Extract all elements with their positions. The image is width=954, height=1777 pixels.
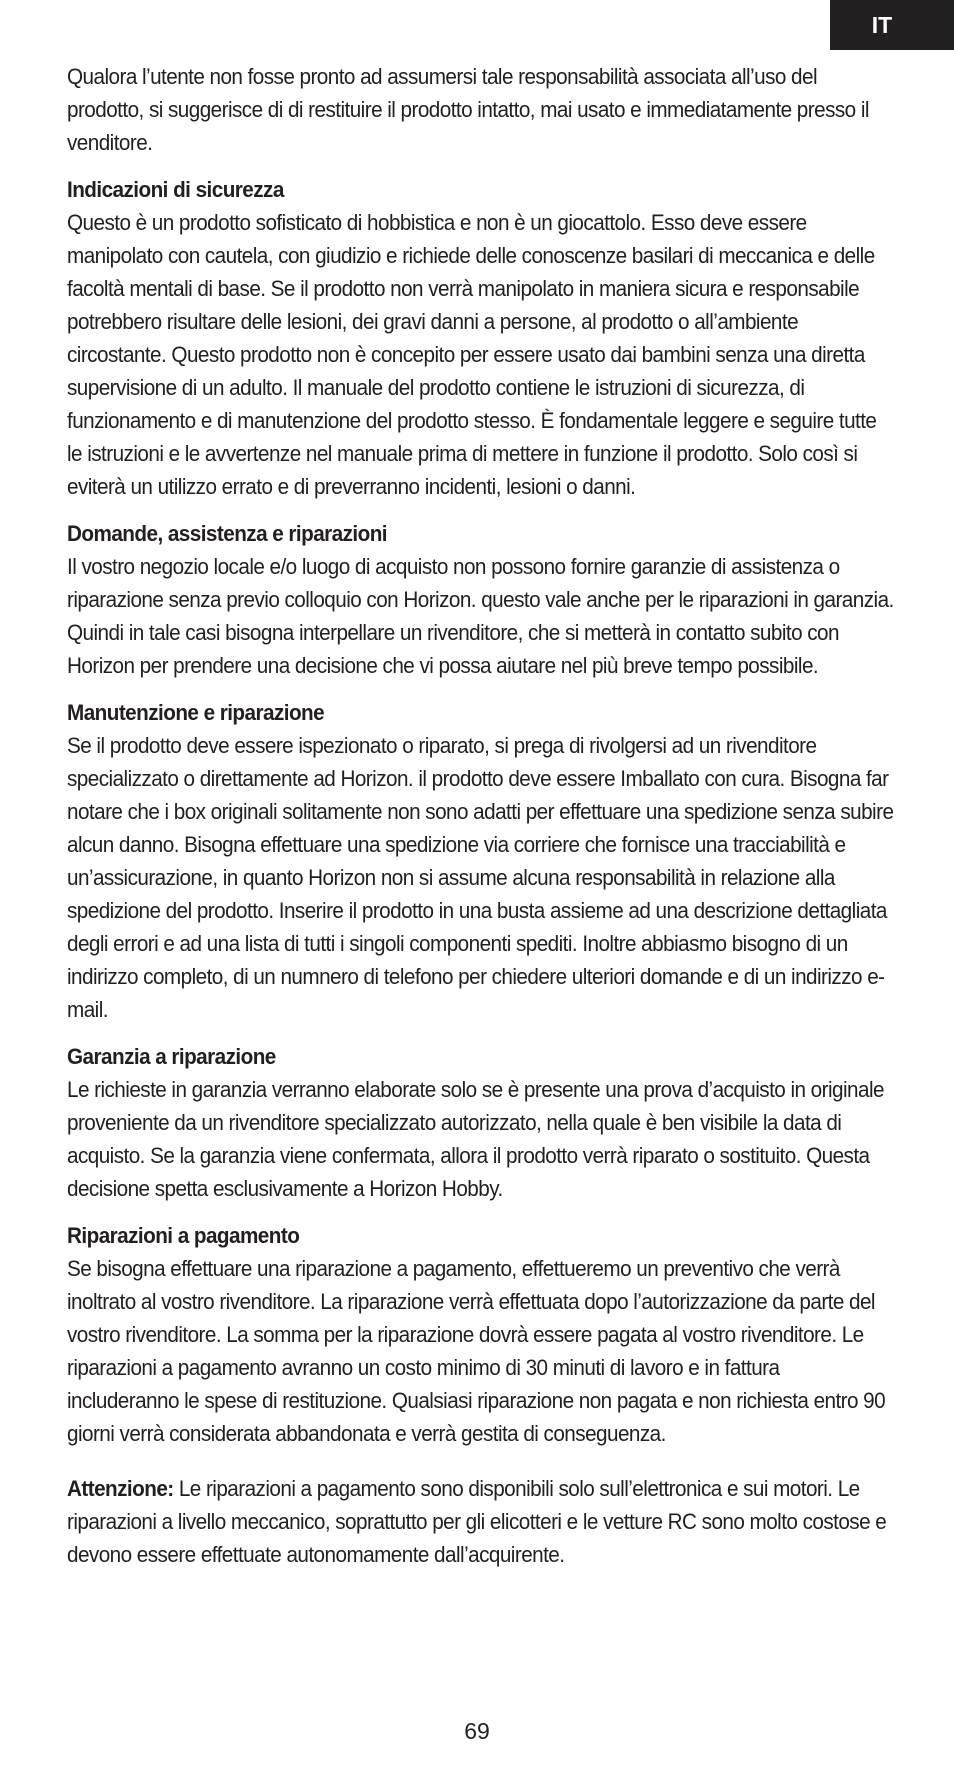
section-body: Le richieste in garanzia verranno elaborate solo se è presente una prova d’acquisto in originale proveniente da un rivenditore specializzato autorizzato, nella quale è ben visibile la data di acquisto. Se la garanzia viene confermata, allora il prodotto verrà riparato o sostituito. Questa decisione spetta esclusivamente a Horizon Hobby. <box>67 1077 884 1201</box>
section-body: Il vostro negozio locale e/o luogo di acquisto non possono fornire garanzie di assistenza o riparazione senza previo colloquio con Horizon. questo vale anche per le riparazioni in garanzia. Quindi in tale casi bisogna interpellare un rivenditore, che si metterà in contatto subito con Horizon per prendere una decisione che vi possa aiutare nel più breve tempo possibile. <box>67 554 894 678</box>
warning-note <box>67 1472 895 1571</box>
page-number: 69 <box>464 1718 490 1744</box>
document-body <box>67 60 894 1571</box>
warning-label: Attenzione: <box>67 1476 174 1501</box>
language-tab: IT <box>830 0 954 50</box>
section-safety <box>67 173 895 503</box>
section-questions <box>67 517 895 682</box>
section-heading: Riparazioni a pagamento <box>67 1223 300 1248</box>
section-paid-repairs <box>67 1219 895 1450</box>
intro-paragraph: Qualora l’utente non fosse pronto ad assumersi tale responsabilità associata all’uso del prodotto, si suggerisce di di restituire il prodotto intatto, mai usato e immediatamente presso il venditore. <box>67 64 869 155</box>
section-body: Se bisogna effettuare una riparazione a pagamento, effettueremo un preventivo che verrà inoltrato al vostro rivenditore. La riparazione verrà effettuata dopo l’autorizzazione da parte del vostro rivenditore. La somma per la riparazione dovrà essere pagata al vostro rivenditore. Le riparazioni a pagamento avranno un costo minimo di 30 minuti di lavoro e in fattura includeranno le spese di restituzione. Qualsiasi riparazione non pagata e non richiesta entro 90 giorni verrà considerata abbandonata e verrà gestita di conseguenza. <box>67 1256 886 1446</box>
section-heading: Manutenzione e riparazione <box>67 700 325 725</box>
warning-text: Le riparazioni a pagamento sono disponibili solo sull’elettronica e sui motori. Le riparazioni a livello meccanico, soprattutto per gli elicotteri e le vetture RC sono molto costose e devono essere effettuate autonomamente dall’acquirente. <box>67 1476 887 1567</box>
section-body: Se il prodotto deve essere ispezionato o riparato, si prega di rivolgersi ad un rivenditore specializzato o direttamente ad Horizon. il prodotto deve essere Imballato con cura. Bisogna far notare che i box originali solitamente non sono adatti per effettuare una spedizione senza subire alcun danno. Bisogna effettuare una spedizione via corriere che fornisce una tracciabilità e un’assicurazione, in quanto Horizon non si assume alcuna responsabilità in relazione alla spedizione del prodotto. Inserire il prodotto in una busta assieme ad una descrizione dettagliata degli errori e ad una lista di tutti i singoli componenti spediti. Inoltre abbiasmo bisogno di un indirizzo completo, di un numnero di telefono per chiedere ulteriori domande e di un indirizzo e-mail. <box>67 733 894 1022</box>
section-heading: Indicazioni di sicurezza <box>67 177 284 202</box>
section-warranty <box>67 1040 895 1205</box>
section-body: Questo è un prodotto sofisticato di hobbistica e non è un giocattolo. Esso deve essere manipolato con cautela, con giudizio e richiede delle conoscenze basilari di meccanica e delle facoltà mentali di base. Se il prodotto non verrà manipolato in maniera sicura e responsabile potrebbero risultare delle lesioni, dei gravi danni a persone, al prodotto o all’ambiente circostante. Questo prodotto non è concepito per essere usato dai bambini senza una diretta supervisione di un adulto. Il manuale del prodotto contiene le istruzioni di sicurezza, di funzionamento e di manutenzione del prodotto stesso. È fondamentale leggere e seguire tutte le istruzioni e le avvertenze nel manuale prima di mettere in funzione il prodotto. Solo così si eviterà un utilizzo errato e di preverranno incidenti, lesioni o danni. <box>67 210 877 499</box>
section-maintenance <box>67 696 895 1026</box>
section-heading: Domande, assistenza e riparazioni <box>67 521 388 546</box>
section-heading: Garanzia a riparazione <box>67 1044 276 1069</box>
